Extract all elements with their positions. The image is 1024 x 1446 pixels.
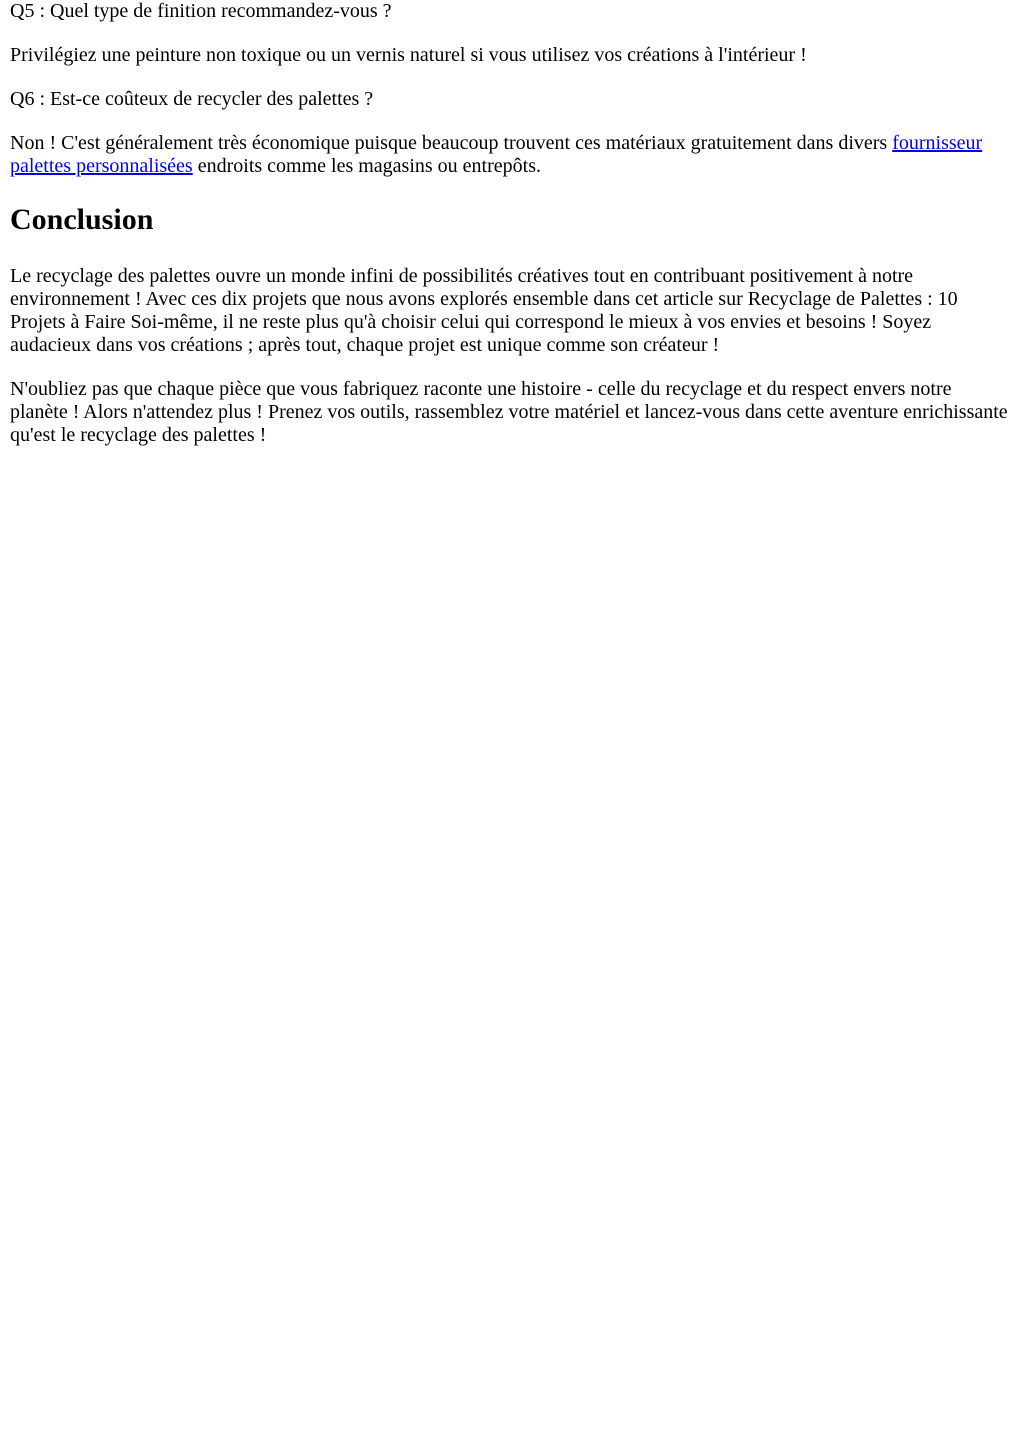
conclusion-heading: Conclusion: [10, 203, 154, 236]
faq-answer-5: Privilégiez une peinture non toxique ou un vernis naturel si vous utilisez vos créations à l'intérieur !: [10, 44, 807, 66]
faq-answer-6: [10, 132, 1014, 178]
faq-question-5: Q5 : Quel type de finition recommandez-vous ?: [10, 0, 392, 22]
conclusion-paragraph-2: N'oubliez pas que chaque pièce que vous fabriquez raconte une histoire - celle du recyclage et du respect envers notre planète ! Alors n'attendez plus ! Prenez vos outils, rassemblez votre matériel et lancez-vous dans cette aventure enrichissante qu'est le recyclage des palettes !: [10, 378, 1008, 446]
faq-question-6: Q6 : Est-ce coûteux de recycler des palettes ?: [10, 88, 374, 110]
conclusion-paragraph-1: Le recyclage des palettes ouvre un monde infini de possibilités créatives tout en contribuant positivement à notre environnement ! Avec ces dix projets que nous avons explorés ensemble dans cet article sur Recyclage de Palettes : 10 Projets à Faire Soi-même, il ne reste plus qu'à choisir celui qui correspond le mieux à vos envies et besoins ! Soyez audacieux dans vos créations ; après tout, chaque projet est unique comme son créateur !: [10, 265, 958, 356]
supplier-link[interactable]: fournisseur palettes personnalisées: [10, 132, 983, 177]
faq-answer-6-text-before: Non ! C'est généralement très économique puisque beaucoup trouvent ces matériaux gratuitement dans divers: [10, 132, 893, 154]
faq-answer-6-text-after: endroits comme les magasins ou entrepôts.: [192, 155, 541, 177]
